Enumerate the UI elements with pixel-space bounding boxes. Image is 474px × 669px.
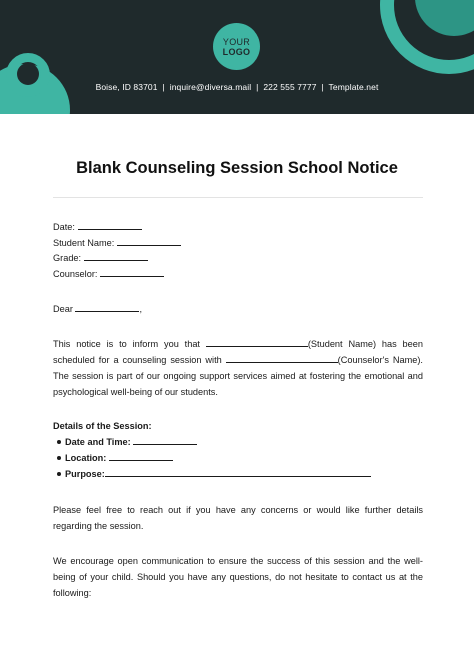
date-time-blank[interactable] bbox=[133, 436, 197, 445]
purpose-label: Purpose: bbox=[65, 469, 105, 479]
purpose-blank[interactable] bbox=[105, 468, 371, 477]
intro-paragraph bbox=[53, 336, 423, 400]
salutation-comma: , bbox=[139, 304, 143, 314]
grade-label: Grade: bbox=[53, 253, 82, 263]
date-label: Date: bbox=[53, 222, 75, 232]
intro-part3: (Counselor's Name). The session is part of our ongoing support services aimed at fostering the emotional and psychological well-being of our students. bbox=[53, 355, 423, 397]
salutation-prefix: Dear bbox=[53, 304, 73, 314]
details-list bbox=[57, 434, 371, 482]
intro-part2: (Student Name) has been scheduled for a counseling session with bbox=[53, 339, 423, 365]
student-name-blank[interactable] bbox=[117, 237, 181, 246]
date-blank[interactable] bbox=[78, 221, 142, 230]
grade-field bbox=[53, 252, 148, 263]
details-heading: Details of the Session: bbox=[53, 421, 152, 431]
counselor-label: Counselor: bbox=[53, 269, 98, 279]
list-item bbox=[57, 466, 371, 482]
counselor-field bbox=[53, 268, 164, 279]
title-divider bbox=[53, 197, 423, 198]
location-blank[interactable] bbox=[109, 452, 173, 461]
logo-text-bottom: LOGO bbox=[222, 46, 251, 57]
bullet-icon bbox=[57, 472, 61, 476]
date-field bbox=[53, 221, 142, 232]
grade-blank[interactable] bbox=[84, 252, 148, 261]
bullet-icon bbox=[57, 456, 61, 460]
bullet-icon bbox=[57, 440, 61, 444]
closing-paragraph: We encourage open communication to ensure the success of this session and the well-being of your child. Should you have any questions, do not hesitate to contact us at the following: bbox=[53, 556, 423, 598]
company-logo bbox=[213, 23, 260, 70]
salutation bbox=[53, 303, 142, 314]
student-name-label: Student Name: bbox=[53, 238, 115, 248]
student-name-inline-blank[interactable] bbox=[206, 338, 308, 347]
counselor-name-inline-blank[interactable] bbox=[226, 354, 338, 363]
contact-info: Boise, ID 83701 | inquire@diversa.mail | 222 555 7777 | Template.net bbox=[95, 82, 379, 92]
list-item bbox=[57, 450, 371, 466]
list-item bbox=[57, 434, 371, 450]
logo-text-top: YOUR bbox=[222, 36, 251, 47]
student-name-field bbox=[53, 237, 181, 248]
letterhead bbox=[0, 0, 474, 114]
recipient-blank[interactable] bbox=[75, 303, 139, 312]
location-label: Location: bbox=[65, 453, 107, 463]
counselor-blank[interactable] bbox=[100, 268, 164, 277]
intro-part1: This notice is to inform you that bbox=[53, 339, 200, 349]
concerns-paragraph: Please feel free to reach out if you have any concerns or would like further details regarding the session. bbox=[53, 505, 423, 531]
document-title: Blank Counseling Session School Notice bbox=[76, 159, 398, 177]
date-time-label: Date and Time: bbox=[65, 437, 131, 447]
